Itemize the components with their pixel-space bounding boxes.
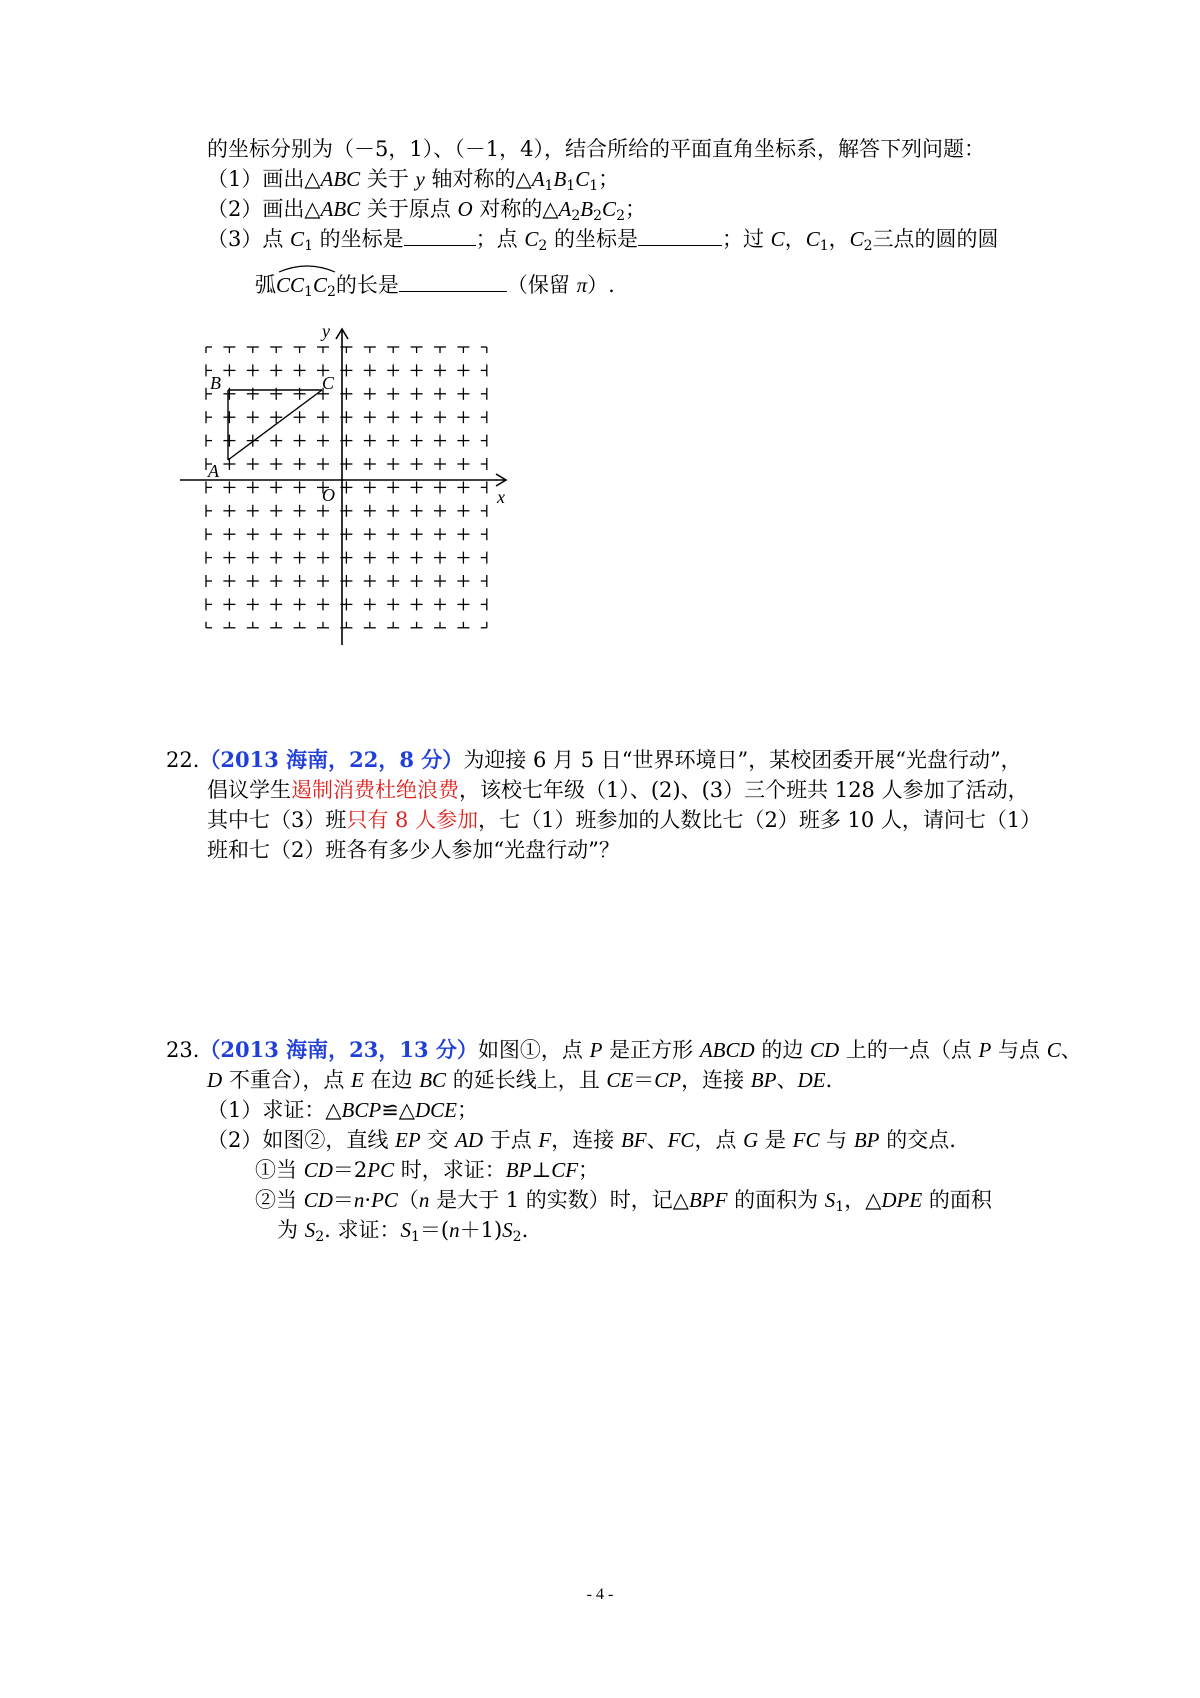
label-b: B xyxy=(210,373,221,393)
q22-line2: 倡议学生遏制消费杜绝浪费，该校七年级（1）、(2)、(3）三个班共 128 人参加了活动， xyxy=(207,778,1029,802)
arc-notation: $CC_1C_2$ xyxy=(276,270,336,307)
label-o: O xyxy=(322,485,335,505)
q23-sub1: ①当 CD＝2PC 时，求证：BP⊥CF； xyxy=(255,1158,600,1182)
q21-part1: （1）画出△ABC 关于 y 轴对称的$\triangle A_1B_1C_1$； xyxy=(207,167,620,194)
q22-highlight-2: 只有 8 人参加 xyxy=(346,808,479,832)
q22-line4: 班和七（2）班各有多少人参加“光盘行动”？ xyxy=(207,838,620,862)
q22-source: （2013 海南，22，8 分） xyxy=(199,747,464,772)
arc-mark-icon xyxy=(276,260,338,274)
q23-number: 23. xyxy=(166,1038,200,1062)
q21-part2: （2）画出△ABC 关于原点 O 对称的$\triangle A_2B_2C_2$； xyxy=(207,197,646,224)
answer-blank-arc[interactable] xyxy=(399,273,507,292)
segment-ac xyxy=(228,390,322,460)
q22-highlight-1: 遏制消费杜绝浪费 xyxy=(291,778,459,802)
q22-line3: 其中七（3）班只有 8 人参加，七（1）班参加的人数比七（2）班多 10 人，请问七（1） xyxy=(207,808,1042,832)
page-number: - 4 - xyxy=(586,1586,614,1603)
q23-part2: （2）如图②，直线 EP 交 AD 于点 F，连接 BF、FC，点 G 是 FC 与 BP 的交点. xyxy=(207,1128,956,1152)
q23-line1: 23.（2013 海南，23，13 分）如图①，点 P 是正方形 ABCD 的边 CD 上的一点（点 P 与点 C、 xyxy=(166,1037,1082,1062)
q21-part3: （3）点 $C_1$ 的坐标是 ；点 $C_2$ 的坐标是 ；过 C，$C_1$，$C_2$三点的圆的圆 xyxy=(207,227,999,254)
coordinate-grid xyxy=(180,321,520,650)
q21-part3-arc: 弧 $CC_1C_2$的长是 （保留 π）. xyxy=(255,270,615,307)
grid-marks xyxy=(206,347,487,628)
label-x: x xyxy=(497,487,505,507)
label-y: y xyxy=(322,321,330,341)
answer-blank-c2[interactable] xyxy=(638,227,722,246)
q21-intro: 的坐标分别为（－5，1）、（－1，4），结合所给的平面直角坐标系，解答下列问题： xyxy=(207,137,985,161)
q23-part1: （1）求证：△BCP≌△DCE； xyxy=(207,1098,478,1122)
q22-line1: 22.（2013 海南，22，8 分）为迎接 6 月 5 日“世界环境日”，某校团委开展“光盘行动”， xyxy=(166,747,1022,772)
q23-sub2-cont: 为 $S_2$. 求证：$S_1=(n+1)S_2$. xyxy=(277,1218,529,1245)
q23-source: （2013 海南，23，13 分） xyxy=(199,1037,478,1062)
q22-number: 22. xyxy=(166,748,200,772)
answer-blank-c1[interactable] xyxy=(404,227,476,246)
q23-line2: D 不重合），点 E 在边 BC 的延长线上，且 CE＝CP，连接 BP、DE. xyxy=(207,1068,833,1092)
q23-sub2: ②当 CD＝n·PC（n 是大于 1 的实数）时，记△BPF 的面积为 $S_1$，△DPE 的面积 xyxy=(255,1188,992,1215)
label-c: C xyxy=(322,373,335,393)
label-a: A xyxy=(208,461,219,481)
